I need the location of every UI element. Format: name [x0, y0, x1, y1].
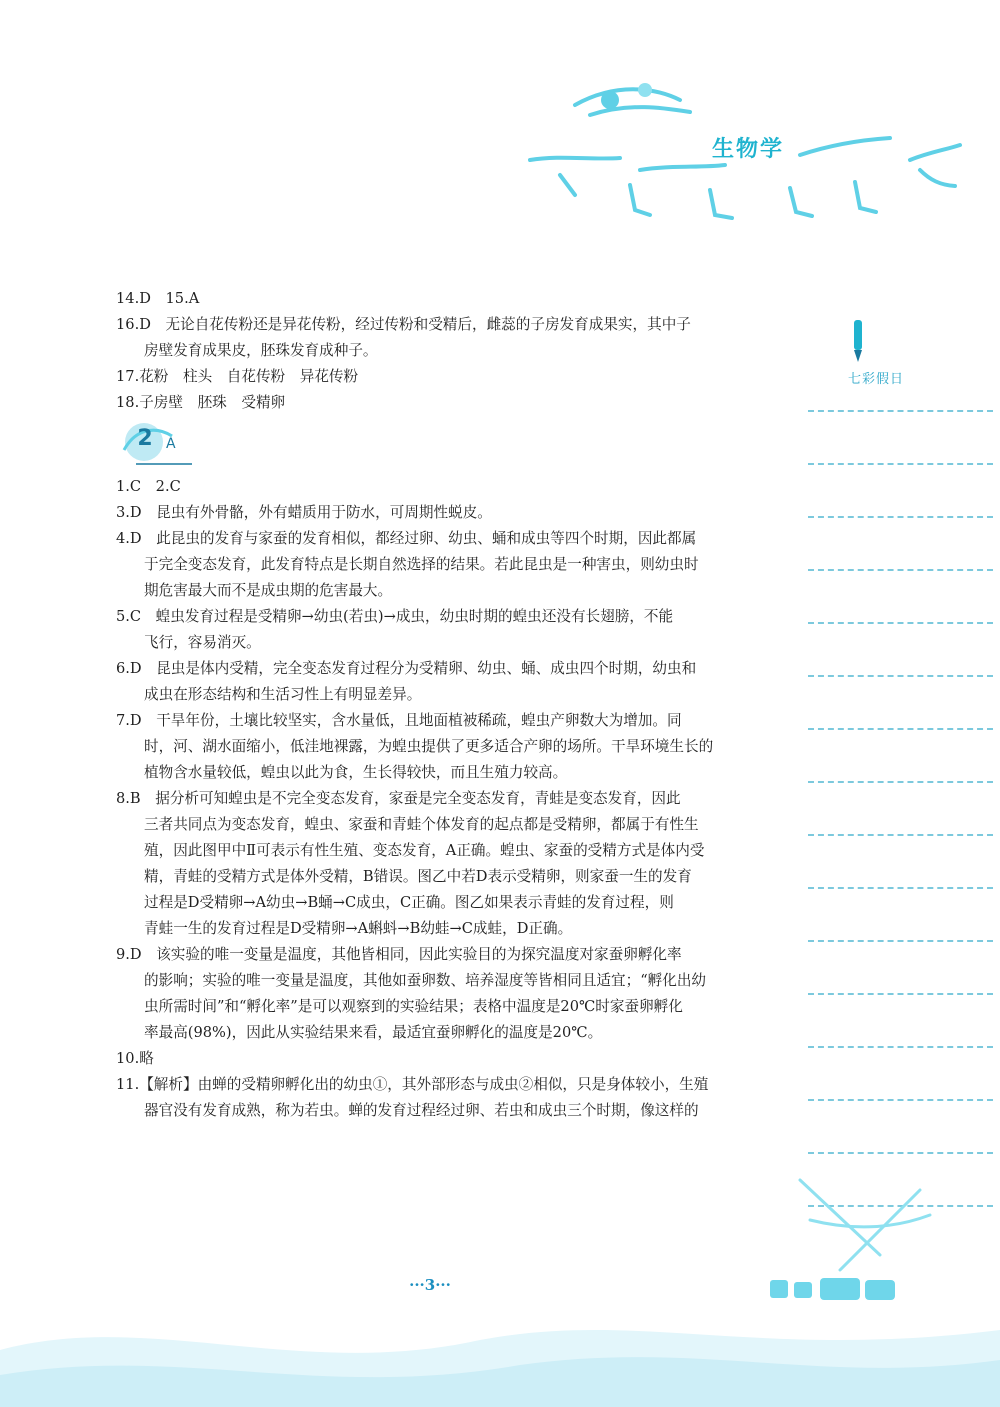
note-line	[808, 463, 993, 465]
answer-line: 房壁发育成果皮，胚珠发育成种子。	[144, 342, 378, 359]
note-line	[808, 834, 993, 836]
header-title: 生物学	[712, 137, 785, 162]
answer-line: 14.D 15.A	[116, 290, 200, 307]
note-line	[808, 887, 993, 889]
answer-line: 7.D 干旱年份，土壤比较坚实，含水量低，且地面植被稀疏，蝗虫产卵数大为增加。同	[116, 712, 682, 729]
note-line	[808, 569, 993, 571]
answer-line: 4.D 此昆虫的发育与家蚕的发育相似，都经过卵、幼虫、蛹和成虫等四个时期，因此都属	[116, 530, 697, 547]
note-line	[808, 622, 993, 624]
answer-line: 8.B 据分析可知蝗虫是不完全变态发育，家蚕是完全变态发育，青蛙是变态发育，因此	[116, 790, 681, 807]
answer-line: 10.略	[116, 1050, 154, 1067]
answer-content	[116, 286, 748, 1124]
answer-line: 过程是D受精卵→A幼虫→B蛹→C成虫，C正确。图乙如果表示青蛙的发育过程，则	[144, 894, 674, 911]
section-letter: A	[166, 436, 176, 452]
sidebar-title: 七彩假日	[848, 372, 905, 387]
section-number: 2	[137, 426, 153, 451]
answer-line: 的影响；实验的唯一变量是温度，其他如蚕卵数、培养湿度等皆相同且适宜；“孵化出幼	[144, 972, 707, 989]
answers-block-2	[116, 474, 748, 1124]
note-line	[808, 1099, 993, 1101]
answer-line: 6.D 昆虫是体内受精，完全变态发育过程分为受精卵、幼虫、蛹、成虫四个时期，幼虫和	[116, 660, 697, 677]
answer-line: 11.【解析】由蝉的受精卵孵化出的幼虫①，其外部形态与成虫②相似，只是身体较小，生殖	[116, 1076, 709, 1093]
answer-line: 9.D 该实验的唯一变量是温度，其他皆相同，因此实验目的为探究温度对家蚕卵孵化率	[116, 946, 682, 963]
answer-line: 于完全变态发育，此发育特点是长期自然选择的结果。若此昆虫是一种害虫，则幼虫时	[144, 556, 699, 573]
pen-icon	[848, 318, 868, 364]
answer-line: 率最高(98%)，因此从实验结果来看，最适宜蚕卵孵化的温度是20℃。	[144, 1024, 603, 1041]
answer-line: 成虫在形态结构和生活习性上有明显差异。	[144, 686, 422, 703]
footer-wave	[0, 1290, 1000, 1407]
answer-line: 青蛙一生的发育过程是D受精卵→A蝌蚪→B幼蛙→C成蛙，D正确。	[144, 920, 573, 937]
section-marker	[116, 420, 748, 472]
answer-line: 18.子房壁 胚珠 受精卵	[116, 394, 286, 411]
note-line	[808, 1152, 993, 1154]
answer-line: 1.C 2.C	[116, 478, 181, 495]
note-line	[808, 993, 993, 995]
note-line	[808, 940, 993, 942]
answer-line: 16.D 无论自花传粉还是异花传粉，经过传粉和受精后，雌蕊的子房发育成果实，其中子	[116, 316, 691, 333]
answer-line: 5.C 蝗虫发育过程是受精卵→幼虫(若虫)→成虫，幼虫时期的蝗虫还没有长翅膀，不能	[116, 608, 674, 625]
answer-line: 17.花粉 柱头 自花传粉 异花传粉	[116, 368, 359, 385]
answer-line: 器官没有发育成熟，称为若虫。蝉的发育过程经过卵、若虫和成虫三个时期，像这样的	[144, 1102, 699, 1119]
answer-line: 时，河、湖水面缩小，低洼地裸露，为蝗虫提供了更多适合产卵的场所。干旱环境生长的	[144, 738, 714, 755]
note-line	[808, 728, 993, 730]
answer-line: 植物含水量较低，蝗虫以此为食，生长得较快，而且生殖力较高。	[144, 764, 568, 781]
note-line	[808, 675, 993, 677]
answer-line: 三者共同点为变态发育，蝗虫、家蚕和青蛙个体发育的起点都是受精卵，都属于有性生	[144, 816, 699, 833]
note-line	[808, 516, 993, 518]
note-line	[808, 781, 993, 783]
answer-line: 虫所需时间”和“孵化率”是可以观察到的实验结果；表格中温度是20℃时家蚕卵孵化	[144, 998, 683, 1015]
answer-line: 殖，因此图甲中Ⅱ可表示有性生殖、变态发育，A正确。蝗虫、家蚕的受精方式是体内受	[144, 842, 705, 859]
answer-line: 精，青蛙的受精方式是体外受精，B错误。图乙中若D表示受精卵，则家蚕一生的发育	[144, 868, 692, 885]
page-number: ···3···	[409, 1276, 451, 1294]
note-line	[808, 410, 993, 412]
answers-block-1	[116, 286, 748, 416]
answer-line: 飞行，容易消灭。	[144, 634, 261, 651]
note-line	[808, 1046, 993, 1048]
answer-line: 期危害最大而不是成虫期的危害最大。	[144, 582, 393, 599]
note-lines	[808, 410, 993, 1258]
answer-line: 3.D 昆虫有外骨骼，外有蜡质用于防水，可周期性蜕皮。	[116, 504, 492, 521]
